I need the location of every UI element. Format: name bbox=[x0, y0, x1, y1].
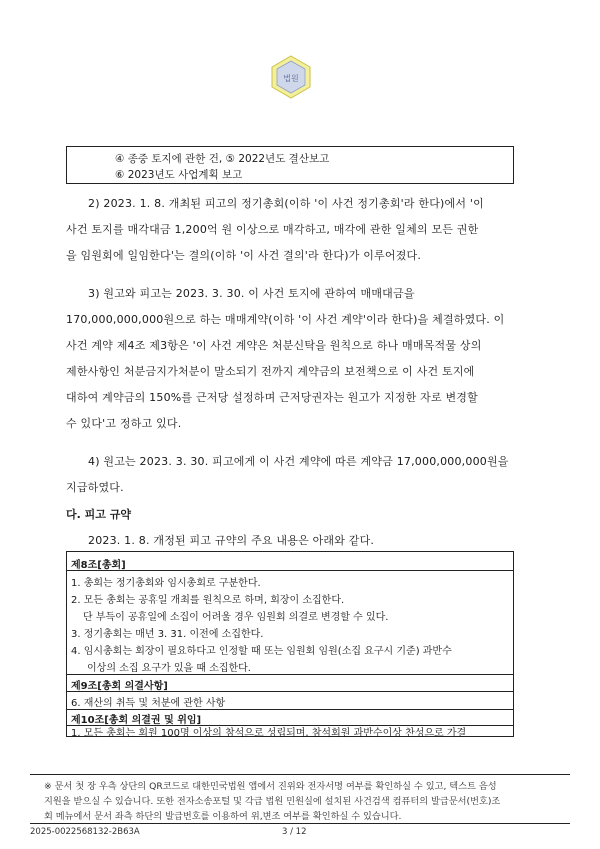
para-3-line-4: 제한사항인 처분금지가처분이 말소되기 전까지 계약금의 보전책으로 이 사건 토지에 bbox=[66, 365, 475, 378]
agenda-line-2: ⑥ 2023년도 사업계획 보고 bbox=[115, 169, 243, 181]
notice-line-3: 회 메뉴에서 문서 좌측 하단의 발급번호를 이용하여 위,변조 여부를 확인하실 수 있습니다. bbox=[44, 811, 402, 822]
article-8-item-2-note: 단 부득이 공휴일에 소집이 어려울 경우 임원회 의결로 변경할 수 있다. bbox=[83, 612, 389, 623]
article-8-item-4: 4. 임시총회는 회장이 필요하다고 인정할 때 또는 임원회 임원(소집 요구시 기준) 과반수 bbox=[71, 646, 452, 657]
notice-line-1: ※ 문서 첫 장 우측 상단의 QR코드로 대한민국법원 앱에서 진위와 전자서명 여부를 확인하실 수 있고, 텍스트 음성 bbox=[44, 781, 497, 792]
agenda-line-1: ④ 종중 토지에 관한 건, ⑤ 2022년도 결산보고 bbox=[115, 153, 330, 165]
table-divider bbox=[67, 709, 513, 710]
para-4-line-2: 지급하였다. bbox=[66, 481, 124, 494]
court-emblem-icon bbox=[270, 55, 312, 99]
para-3-line-1: 3) 원고와 피고는 2023. 3. 30. 이 사건 토지에 관하여 매매대금을 bbox=[88, 287, 415, 300]
verification-notice bbox=[30, 774, 570, 824]
article-8-item-2: 2. 모든 총회는 공휴일 개최를 원칙으로 하며, 회장이 소집한다. bbox=[71, 595, 345, 606]
article-9-item-6: 6. 재산의 취득 및 처분에 관한 사항 bbox=[71, 698, 226, 709]
table-divider bbox=[67, 674, 513, 675]
article-8-title: 제8조[총회] bbox=[71, 560, 126, 571]
para-2-line-2: 사건 토지를 매각대금 1,200억 원 이상으로 매각하고, 매각에 관한 일체의 모든 권한 bbox=[66, 223, 479, 236]
para-2-line-3: 을 임원회에 일임한다'는 결의(이하 '이 사건 결의'라 한다)가 이루어졌다. bbox=[66, 249, 422, 262]
agenda-box bbox=[66, 146, 514, 184]
para-3-line-3: 사건 계약 제4조 제3항은 '이 사건 계약은 처분신탁을 원칙으로 하나 매매목적물 상의 bbox=[66, 339, 482, 352]
section-heading: 다. 피고 규약 bbox=[66, 508, 131, 521]
issue-number: 2025-0022568132-2B63A bbox=[30, 827, 140, 837]
article-8-item-1: 1. 총회는 정기총회와 임시총회로 구분한다. bbox=[71, 578, 261, 589]
para-3-line-6: 수 있다'고 정하고 있다. bbox=[66, 417, 182, 430]
para-4-line-1: 4) 원고는 2023. 3. 30. 피고에게 이 사건 계약에 따른 계약금 17,000,000,000원을 bbox=[88, 455, 509, 468]
bylaws-intro: 2023. 1. 8. 개정된 피고 규약의 주요 내용은 아래와 같다. bbox=[88, 534, 375, 547]
article-8-item-3: 3. 정기총회는 매년 3. 31. 이전에 소집한다. bbox=[71, 629, 264, 640]
article-10-item-1: 1. 모든 총회는 회원 100명 이상의 참석으로 성립되며, 참석회원 과반수이상 찬성으로 가결 bbox=[71, 728, 467, 739]
para-3-line-2: 170,000,000,000원으로 하는 매매계약(이하 '이 사건 계약'이라 한다)을 체결하였다. 이 bbox=[66, 313, 505, 326]
page-number: 3 / 12 bbox=[282, 827, 307, 837]
article-9-title: 제9조[총회 의결사항] bbox=[71, 681, 168, 692]
table-divider bbox=[67, 570, 513, 571]
table-divider bbox=[67, 691, 513, 692]
emblem-text: 법원 bbox=[283, 74, 299, 83]
bylaws-table bbox=[66, 551, 514, 737]
notice-line-2: 지원을 받으실 수 있습니다. 또한 전자소송포털 및 각급 법원 민원실에 설치된 사건검색 컴퓨터의 발급문서(번호)조 bbox=[44, 796, 501, 807]
para-3-line-5: 대하여 계약금의 150%를 근저당 설정하며 근저당권자는 원고가 지정한 자로 변경할 bbox=[66, 391, 478, 404]
article-8-item-4-cont: 이상의 소집 요구가 있을 때 소집한다. bbox=[87, 663, 251, 674]
para-2-line-1: 2) 2023. 1. 8. 개최된 피고의 정기총회(이하 '이 사건 정기총회'라 한다)에서 '이 bbox=[88, 197, 484, 210]
article-10-title: 제10조[총회 의결권 및 위임] bbox=[71, 715, 202, 726]
